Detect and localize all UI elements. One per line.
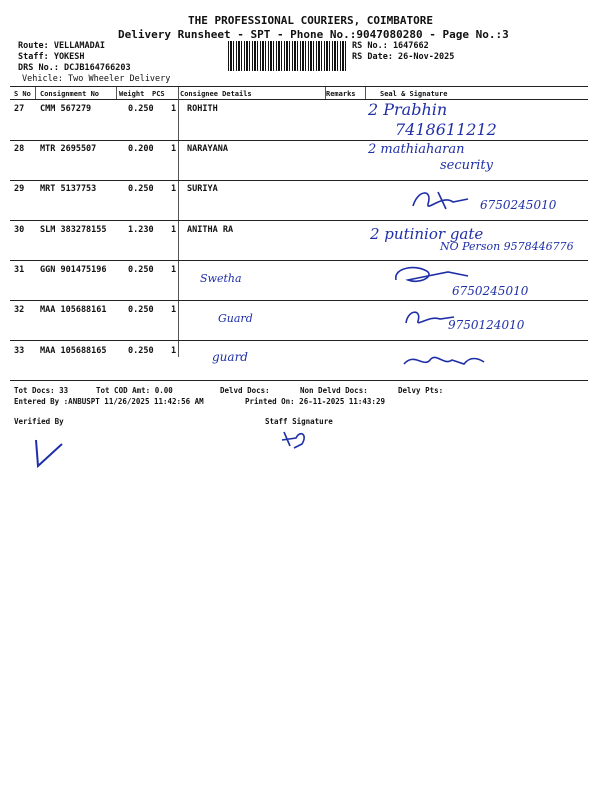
signature-scribble <box>400 348 490 372</box>
rs-number: RS No.: 1647662 <box>352 41 429 51</box>
row-divider <box>10 140 588 141</box>
row-divider <box>10 300 588 301</box>
row-sno: 29 <box>14 184 25 194</box>
delivered-docs: Delvd Docs: <box>220 386 270 395</box>
handwritten-phone: 7418611212 <box>395 120 497 139</box>
staff-signature <box>280 426 314 450</box>
row-sno: 32 <box>14 305 25 315</box>
handwritten-seal: 2 Prabhin <box>368 100 448 119</box>
verified-signature <box>30 436 66 472</box>
printed-on: Printed On: 26-11-2025 11:43:29 <box>245 397 385 406</box>
runsheet-subtitle: Delivery Runsheet - SPT - Phone No.:9047080280 - Page No.:3 <box>118 28 509 41</box>
col-pcs: PCS <box>152 90 165 98</box>
row-consignment: MTR 2695507 <box>40 144 97 154</box>
total-docs: Tot Docs: 33 <box>14 386 69 395</box>
handwritten-note: NO Person 9578446776 <box>440 240 574 253</box>
staff-signature-label: Staff Signature <box>265 417 333 426</box>
row-divider <box>10 180 588 181</box>
verified-by-label: Verified By <box>14 417 64 426</box>
row-weight: 0.250 <box>128 346 154 356</box>
delivery-points: Delvy Pts: <box>398 386 444 395</box>
handwritten-seal: 2 putinior gate <box>370 225 484 243</box>
row-consignment: SLM 383278155 <box>40 225 107 235</box>
signature-scribble <box>408 184 488 214</box>
col-consignment: Consignment No <box>40 90 100 98</box>
handwritten-phone: 6750245010 <box>452 284 529 298</box>
table-bottom-rule <box>10 380 588 381</box>
row-sno: 30 <box>14 225 25 235</box>
row-sno: 31 <box>14 265 25 275</box>
entered-by: Entered By :ANBUSPT 11/26/2025 11:42:56 AM <box>14 397 204 406</box>
vehicle-label: Vehicle: Two Wheeler Delivery <box>22 74 171 84</box>
row-weight: 0.200 <box>128 144 154 154</box>
drs-label: DRS No.: DCJB164766203 <box>18 63 131 73</box>
row-pcs: 1 <box>171 144 177 154</box>
row-divider <box>10 260 588 261</box>
row-pcs: 1 <box>171 265 177 275</box>
row-pcs: 1 <box>171 346 177 356</box>
row-sno: 33 <box>14 346 25 356</box>
handwritten-consignee: Guard <box>218 312 253 325</box>
col-weight: Weight <box>119 90 145 98</box>
row-pcs: 1 <box>171 104 177 114</box>
row-divider <box>10 220 588 221</box>
row-weight: 1.230 <box>128 225 154 235</box>
total-cod: Tot COD Amt: 0.00 <box>96 386 173 395</box>
row-sno: 28 <box>14 144 25 154</box>
row-consignment: GGN 901475196 <box>40 265 107 275</box>
col-divider <box>325 87 326 99</box>
col-divider <box>365 87 366 99</box>
row-weight: 0.250 <box>128 104 154 114</box>
col-sno: S No <box>14 90 31 98</box>
col-divider <box>116 87 117 99</box>
handwritten-note: security <box>440 158 493 173</box>
col-consignee: Consignee Details <box>180 90 252 98</box>
company-title: THE PROFESSIONAL COURIERS, COIMBATORE <box>188 14 434 27</box>
row-consignee: ANITHA RA <box>187 225 234 235</box>
row-consignment: MAA 105688165 <box>40 346 107 356</box>
row-consignee: NARAYANA <box>187 144 228 154</box>
handwritten-seal: 2 mathiaharan <box>368 142 465 157</box>
row-consignment: CMM 567279 <box>40 104 92 114</box>
handwritten-phone: 9750124010 <box>448 318 525 332</box>
row-consignment: MRT 5137753 <box>40 184 97 194</box>
row-weight: 0.250 <box>128 305 154 315</box>
route-label: Route: VELLAMADAI <box>18 41 105 51</box>
row-divider <box>10 340 588 341</box>
row-consignee: ROHITH <box>187 104 218 114</box>
col-divider <box>178 87 179 357</box>
row-sno: 27 <box>14 104 25 114</box>
table-header-rule <box>10 99 588 100</box>
staff-label: Staff: YOKESH <box>18 52 85 62</box>
handwritten-consignee: Swetha <box>200 272 242 285</box>
row-pcs: 1 <box>171 225 177 235</box>
handwritten-phone: 6750245010 <box>480 198 557 212</box>
handwritten-consignee: guard <box>212 350 248 364</box>
non-delivered-docs: Non Delvd Docs: <box>300 386 368 395</box>
table-top-rule <box>10 86 588 87</box>
row-consignee: SURIYA <box>187 184 218 194</box>
row-weight: 0.250 <box>128 265 154 275</box>
barcode-image <box>228 41 346 71</box>
col-divider <box>35 87 36 99</box>
row-pcs: 1 <box>171 305 177 315</box>
row-pcs: 1 <box>171 184 177 194</box>
col-remarks: Remarks <box>326 90 356 98</box>
row-weight: 0.250 <box>128 184 154 194</box>
rs-date: RS Date: 26-Nov-2025 <box>352 52 455 62</box>
col-seal: Seal & Signature <box>380 90 448 98</box>
row-consignment: MAA 105688161 <box>40 305 107 315</box>
